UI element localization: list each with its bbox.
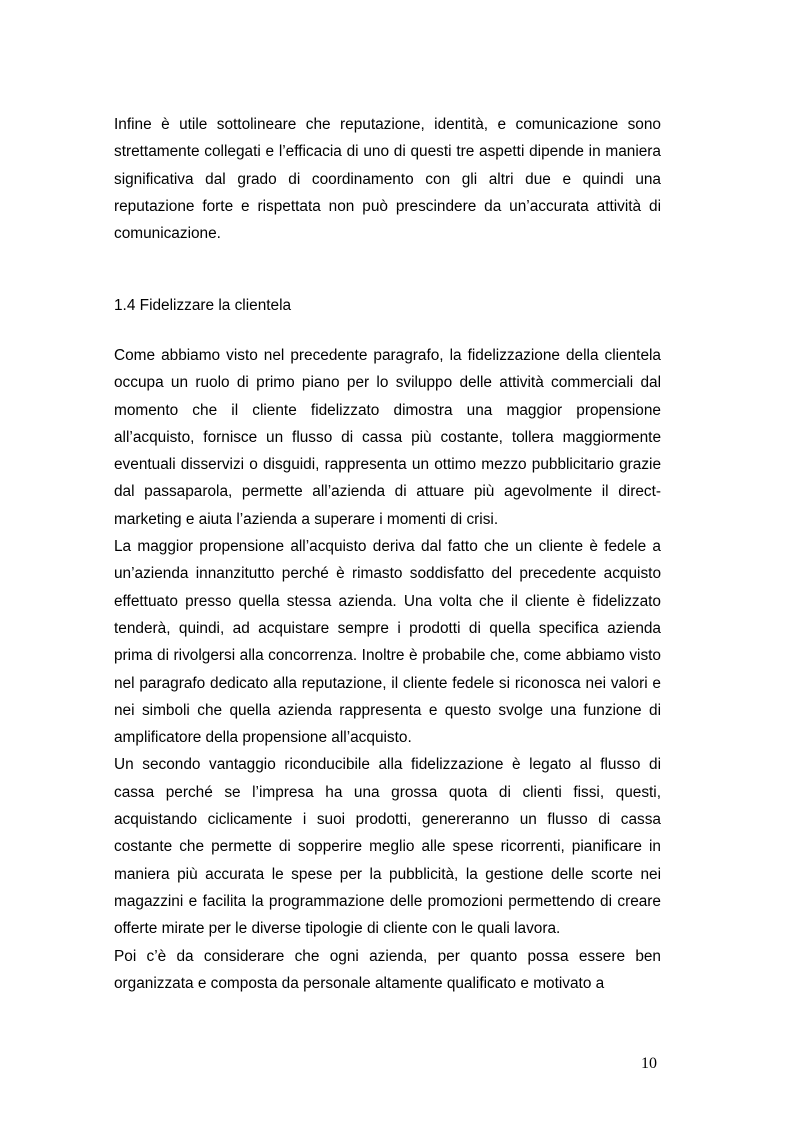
intro-paragraph: Infine è utile sottolineare che reputazione, identità, e comunicazione sono strettamente collegati e l’efficacia di uno di questi tre aspetti dipende in maniera significativa dal grado di coordinamento con gli altri due e quindi una reputazione forte e rispettata non può prescindere da un’accurata attività di comunicazione. [114, 116, 661, 243]
section-heading: 1.4 Fidelizzare la clientela [114, 297, 292, 314]
section-body [114, 342, 661, 997]
body-paragraph: Come abbiamo visto nel precedente paragrafo, la fidelizzazione della clientela occupa un ruolo di primo piano per lo sviluppo delle attività commerciali dal momento che il cliente fidelizzato dimostra una maggior propensione all’acquisto, fornisce un flusso di cassa più costante, tollera maggiormente eventuali disservizi o disguidi, rappresenta un ottimo mezzo pubblicitario grazie dal passaparola, permette all’azienda di attuare più agevolmente il direct-marketing e aiuta l’azienda a superare i momenti di crisi. [114, 347, 661, 528]
page-number: 10 [641, 1055, 657, 1072]
body-paragraph: La maggior propensione all’acquisto deriva dal fatto che un cliente è fedele a un’azienda innanzitutto perché è rimasto soddisfatto del precedente acquisto effettuato presso quella stessa azienda. Una volta che il cliente è fidelizzato tenderà, quindi, ad acquistare sempre i prodotti di quella specifica azienda prima di rivolgersi alla concorrenza. Inoltre è probabile che, come abbiamo visto nel paragrafo dedicato alla reputazione, il cliente fedele si riconosca nei valori e nei simboli che quella azienda rappresenta e questo svolge una funzione di amplificatore della propensione all’acquisto. [114, 538, 661, 747]
body-paragraph: Poi c’è da considerare che ogni azienda, per quanto possa essere ben organizzata e composta da personale altamente qualificato e motivato a [114, 947, 661, 992]
body-paragraph: Un secondo vantaggio riconducibile alla fidelizzazione è legato al flusso di cassa perché se l’impresa ha una grossa quota di clienti fissi, questi, acquistando ciclicamente i suoi prodotti, genereranno un flusso di cassa costante che permette di sopperire meglio alle spese ricorrenti, pianificare in maniera più accurata le spese per la pubblicità, la gestione delle scorte nei magazzini e facilita la programmazione delle promozioni permettendo di creare offerte mirate per le diverse tipologie di cliente con le quali lavora. [114, 756, 661, 938]
